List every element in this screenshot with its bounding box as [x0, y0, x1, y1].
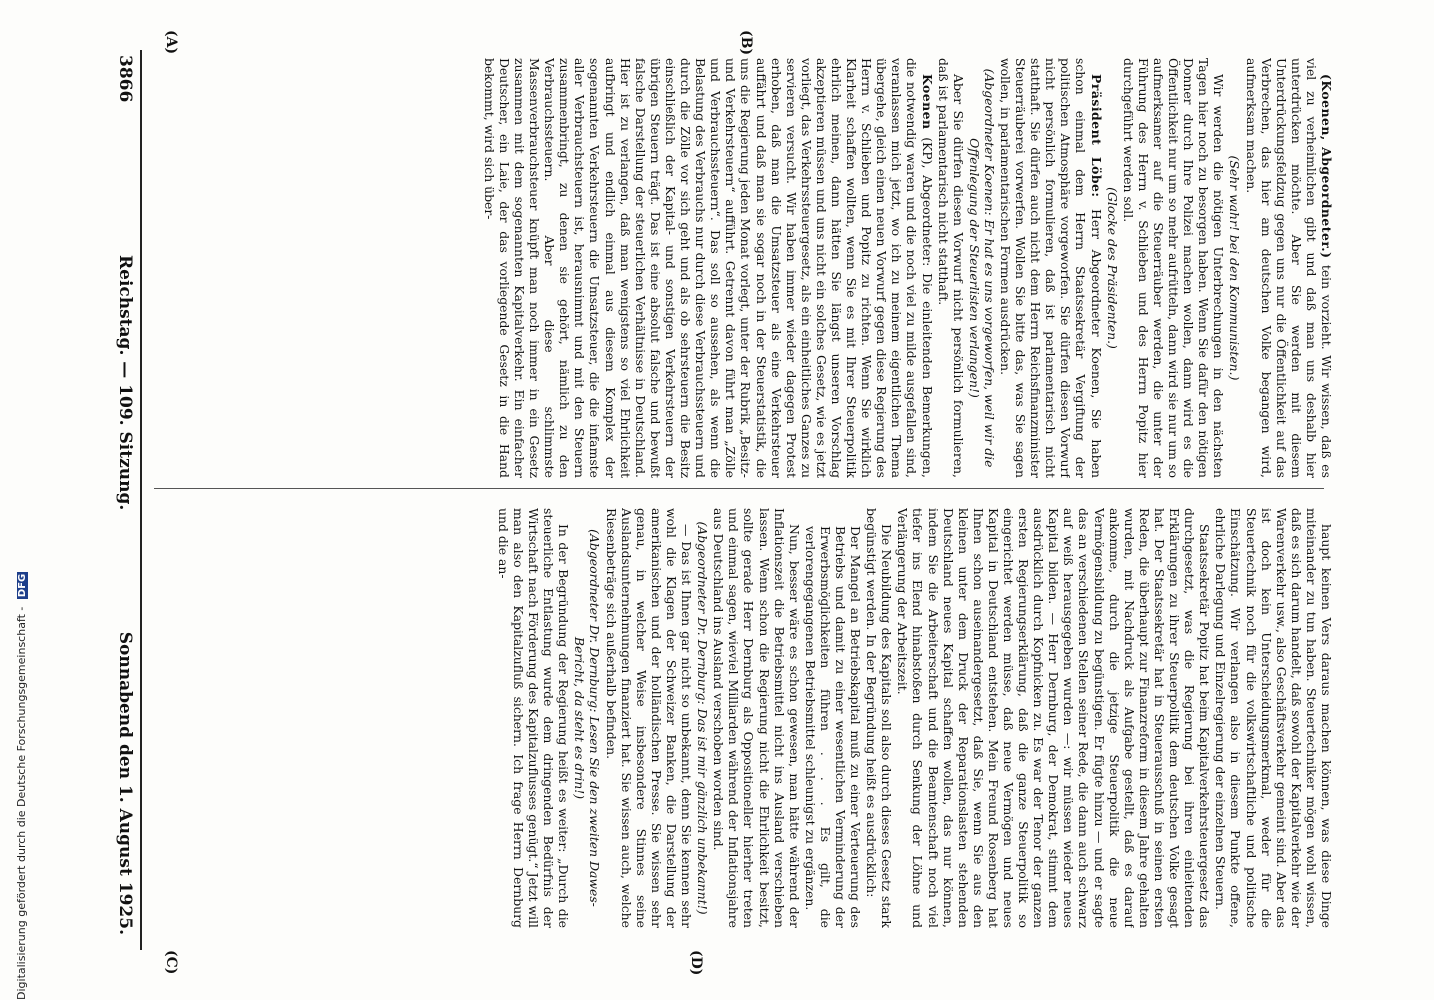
- quotation: Der Mangel an Betriebskapital muß zu einer Verteuerung des Betriebs und damit zu einer wesentlichen Verminderung der Erwerbsmöglichkeiten führen . . . Es gilt, die verlorengegangenen Betriebsmittel schleunigst zu ergänzen.: [802, 526, 864, 928]
- paragraph-text: In der Begründung der Regierung heißt es weiter: „Durch die steuerliche Entlastung wurde dem dringenden Bedürfnis der Wirtschaft nach Förderung des Kapitalzuflusses genügt.“ Jetzt will man also den Kapitalzufluß sichern. Ich frage Herrn Dernburg und die an-: [495, 508, 572, 928]
- paragraph-text: Die Neubildung des Kapitals soll also durch dieses Gesetz stark begünstigt werden. In der Begründung heißt es ausdrücklich:: [864, 508, 895, 928]
- paragraph: [496, 508, 571, 928]
- paragraph: [604, 508, 695, 928]
- paragraph-text: Herr Abgeordneter Koenen, Sie haben schon einmal dem Herrn Staatssekretär Vergiftung der politischen Atmosphäre vorgeworfen. Sie dürfen diesen Vorwurf nicht persönlich formulieren, daß ist parlamentarisch nicht statthaft. Sie dürfen auch nicht dem Herrn Reichsfinanzminister Steuerräuberei vorwerfen. Wollen Sie bitte das, was Sie sagen wollen, in parlamentarischen Formen ausdrücken.: [998, 58, 1104, 478]
- session-title: Reichstag. — 109. Sitzung.: [115, 255, 135, 511]
- margin-marker-d: (D): [688, 950, 704, 976]
- right-column: [149, 508, 1334, 928]
- footer-strip: [0, 0, 28, 1000]
- paragraph: [936, 58, 966, 478]
- dfg-logo: DFG: [17, 573, 28, 598]
- margin-marker-b: (B): [738, 30, 754, 56]
- paragraph: [998, 58, 1104, 478]
- interjection: (Sehr wahr! bei den Kommunisten.): [1227, 155, 1243, 381]
- page-header: [111, 55, 137, 935]
- paragraph-text: tein vorzieht. Wir wissen, daß es viel zu verheimlichen gibt und daß man uns deshalb hier unterdrücken möchte. Aber Sie werden mit diesem Unterdrückungsfeldzug gegen uns nur die Öffentlichkeit auf das Verbrechen, das hier am deutschen Volke begangen wird, aufmerksam machen.: [1243, 58, 1334, 478]
- interjection: (Abgeordneter Dr. Dernburg: Das ist mir gänzlich unbekannt!): [695, 521, 711, 915]
- margin-marker-c: (C): [163, 950, 179, 975]
- paragraph-text: Aber Sie dürfen diesen Vorwurf nicht persönlich formulieren, daß ist parlamentarisch nicht statthaft.: [935, 58, 966, 478]
- speaker-name: (Koenen, Abgeordneter.): [1319, 74, 1334, 265]
- speaker-name: Koenen: [919, 74, 935, 138]
- left-column: [149, 58, 1334, 478]
- paragraph-text: Staatssekretär Popitz hat beim Kapitalverkehrsteuergesetz das durchgesetzt, was die Regierung bei ihren einleitenden Erklärungen zu ihrer Steuerpolitik dem deutschen Volke gesagt hat. Der Staatssekretär hat in Steuerausschuß in seinen ersten Reden, die überhaupt zur Finanzreform in diesem Jahre gehalten wurden, mit Nachdruck als Aufgabe gestellt, daß es darauf ankomme, durch die jetzige Steuerpolitik die neue Vermögensbildung zu begünstigen. Er fügte hinzu — und er sagte das an verschiedenen Stellen seiner Rede, die dann auch schwarz auf weiß herausgegeben wurden —: wir müssen wieder neues Kapital bilden. — Herr Dernburg, der Demokrat, stimmt dem ausdrücklich durch Kopfnicken zu. Es war der Tenor der ganzen ersten Regierungserklärung, daß die ganze Steuerpolitik so eingerichtet werden müsse, daß neue Vermögen und neues Kapital in Deutschland entstehen. Mein Freund Rosenberg hat Ihnen schon auseinandergesetzt, daß Sie, wenn Sie aus den kleinen unter dem Druck der Reparationslasten stehenden Deutschland neues Kapital schaffen wollen, das nur können, indem Sie die Arbeiterschaft und die Beamtenschaft noch viel tiefer ins Elend hinabstoßen durch Senkung der Löhne und Verlängerung der Arbeitszeit.: [895, 508, 1213, 928]
- column-divider: [154, 488, 1324, 489]
- paragraph-text: — Das ist Ihnen gar nicht so unbekannt, denn Sie kennen sehr wohl die Klagen der Schweizer Banken, die Darstellung der amerikanischen und der holländischen Presse. Sie wissen sehr genau, in welcher Weise insbesondere Stinnes seine Auslandsunternehmungen finanziert hat. Sie wissen auch, welche Riesenbeträge sich außerhalb befinden.: [603, 508, 695, 928]
- interjection: (Abgeordneter Koenen: Er hat es uns vorgeworfen, weil wir die Offenlegung der Steuerlisten verlangen!): [966, 68, 997, 468]
- paragraph: [1121, 58, 1227, 478]
- funding-note-text: Digitalisierung gefördert durch die Deutsche Forschungsgemeinschaft -: [15, 606, 28, 1000]
- paragraph: [864, 508, 894, 928]
- paragraph-text: (KP), Abgeordneter: Die einleitenden Bemerkungen, die notwendig waren und die noch viel zu milde ausgefallen sind, veranlassen mich jetzt, wo ich zu meinem eigentlichen Thema übergehe, gleich einen neuen Vorwurf gegen diese Regierung des Herrn v. Schlieben und Popitz zu richten. Wenn Sie wirklich Klarheit schaffen wollten, wenn Sie es mit Ihrer Steuerpolitik ehrlich meinen, dann hätten Sie längst unseren Vorschlag akzeptieren müssen und uns nicht ein solches Gesetz, wie es jetzt vorliegt, das Verkehrssteuergesetz, als ein einheitliches Ganzes zu servieren versucht. Wir haben immer wieder dagegen Protest erhoben, daß man die Umsatzsteuer als eine Verkehrsteuer auffährt und daß man sie sogar noch in der Steuerstatistik, die uns die Regierung jeden Monat vorlegt, unter der Rubrik „Besitz- und Verkehrsteuern“ aufführt. Getrennt davon führt man „Zölle und Verbrauchssteuern“. Das soll so aussehen, als wenn die Belastung des Verbrauchs nur durch diese Verbrauchssteuern und durch die Zölle vor sich geht und als ob sehrsteuern die Besitz einschließlich der Kapital- und sonstigen Verkehrsteuern der übrigen Steuern trägt. Das ist eine absolut falsche und bewußt falsche Darstellung der steuerlichen Verhältnisse in Deutschland. Hier ist zu verlangen, daß man wenigstens so viel Ehrlichkeit aufbringt und endlich einmal aus diesem Komplex der sogenannten Verkehrsteuern die Umsatzsteuer, die die infamste aller Verbrauchsteuern ist, herausnimmt und mit den Steuern zusammenbringt, zu denen sie gehört, nämlich zu den Verbrauchssteuern. Aber diese schlimmste Massenverbrauchsteuer knüpft man noch immer in ein Gesetz zusammen mit dem sogenannten Kapitalverkehr. Ein einfacher Deutscher, ein Laie, der das vorliegende Gesetz in die Hand bekommt, wird sich über-: [481, 58, 935, 478]
- page-number: 3866: [115, 55, 135, 103]
- interjection: (Abgeordneter Dr. Dernburg: Lesen Sie den zweiten Dawes-Bericht, da steht es drin!): [572, 529, 603, 907]
- speaker-name: Präsident Löbe:: [1088, 74, 1104, 210]
- funding-note: [15, 572, 28, 1000]
- header-rule: [140, 50, 142, 950]
- paragraph-text: Wir werden die nötigen Unterbrechungen in den nächsten Tagen hier noch zu besorgen haben. Wenn Sie dafür den nötigen Donner durch Ihre Polizei machen wollen, dann wird es die Öffentlichkeit nur um so mehr aufrütteln, dann wird sie nur um so aufmerksamer auf die Steuerräuber werden, die unter der Führung des Herrn v. Schlieben und des Herrn Popitz hier durchgeführt werden soll.: [1120, 58, 1227, 478]
- paragraph: [895, 508, 1212, 928]
- paragraph: [1243, 58, 1334, 478]
- paragraph-text: Nun, besser wäre es schon gewesen, man hätte während der Inflationszeit die Betriebsmittel nicht ins Ausland verschieben lassen. Wenn schon die Regierung nicht die Ehrlichkeit besitzt, sollte gerade Herr Dernburg als Oppositioneller hierher treten und einmal sagen, wieviel Milliarden während der Inflationsjahre aus Deutschland ins Ausland verschoben worden sind.: [711, 508, 802, 928]
- paragraph: [1213, 508, 1334, 928]
- paragraph: [711, 508, 802, 928]
- interjection: (Glocke des Präsidenten.): [1104, 187, 1120, 349]
- paragraph: [482, 58, 935, 478]
- session-date: Sonnabend den 1. August 1925.: [115, 631, 135, 935]
- margin-marker-a: (A): [163, 30, 179, 55]
- paragraph-text: haupt keinen Vers daraus machen können, was diese Dinge miteinander zu tun haben. Steuertechniker mögen wohl wissen, daß es sich darum handelt, daß sowohl der Kapitalverkehr wie der Warenverkehr usw., also Geschäftsverkehr gemeint sind. Aber das ist doch kein Unterscheidungsmerkmal, weder für die Steuertechnik noch für die volkswirtschaftliche und politische Einschätzung. Wir verlangen also in diesem Punkte offene, ehrliche Darlegung und Einzelregierung der einzelnen Steuern.: [1213, 508, 1334, 928]
